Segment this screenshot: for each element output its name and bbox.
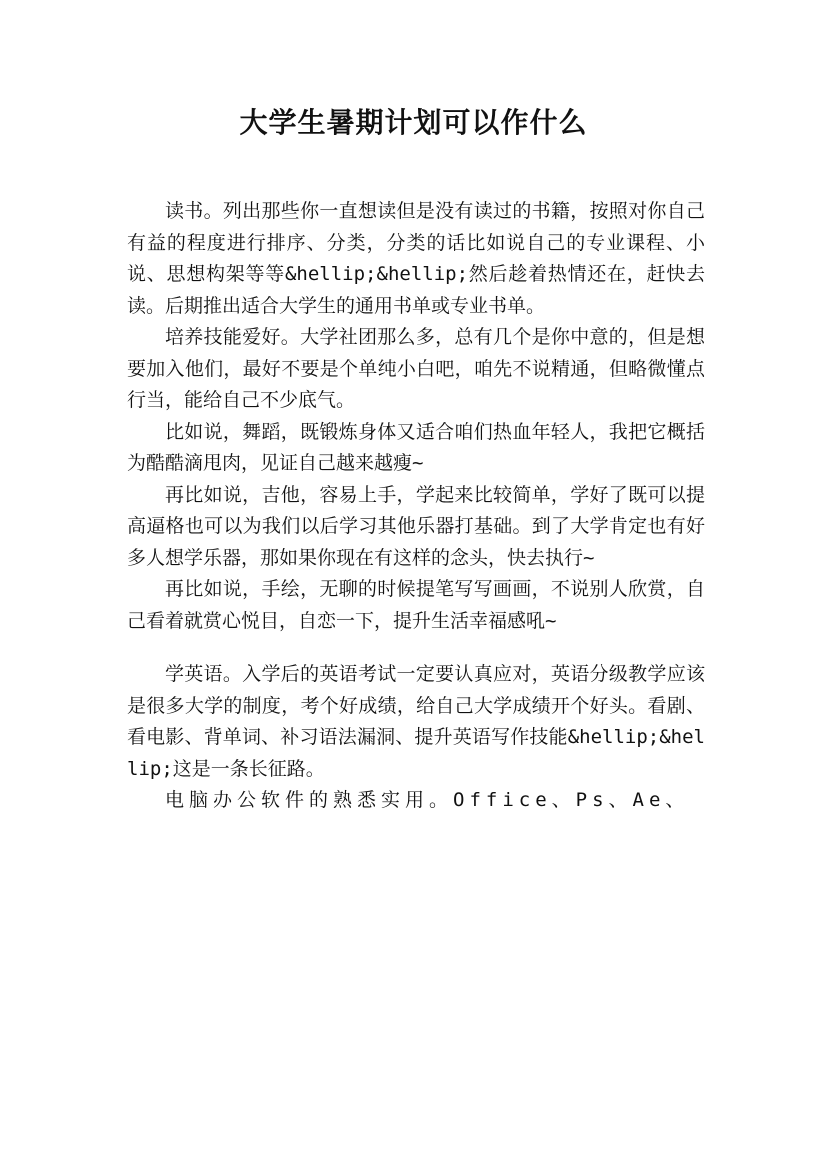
document-body <box>127 196 705 817</box>
paragraph-office-software: 电脑办公软件的熟悉实用。Office、Ps、Ae、 <box>165 789 690 811</box>
paragraph-drawing: 再比如说，手绘，无聊的时候提笔写写画画，不说别人欣赏，自己看着就赏心悦目，自恋一下，提升生活幸福感吼~ <box>127 578 705 632</box>
paragraph-reading: 读书。列出那些你一直想读但是没有读过的书籍，按照对你自己有益的程度进行排序、分类，分类的话比如说自己的专业课程、小说、思想构架等等&hellip;&hellip;然后趁着热情还在，赶快去读。后期推出适合大学生的通用书单或专业书单。 <box>127 200 705 317</box>
paragraph-gap <box>127 637 705 659</box>
paragraph-dance: 比如说，舞蹈，既锻炼身体又适合咱们热血年轻人，我把它概括为酷酷滴甩肉，见证自己越来越瘦~ <box>127 420 705 474</box>
document-title: 大学生暑期计划可以作什么 <box>239 106 588 139</box>
paragraph-english: 学英语。入学后的英语考试一定要认真应对，英语分级教学应该是很多大学的制度，考个好成绩，给自己大学成绩开个好头。看剧、看电影、背单词、补习语法漏洞、提升英语写作技能&hellip;&hellip;这是一条长征路。 <box>127 663 705 780</box>
paragraph-skills: 培养技能爱好。大学社团那么多，总有几个是你中意的，但是想要加入他们，最好不要是个单纯小白吧，咱先不说精通，但略微懂点行当，能给自己不少底气。 <box>127 326 705 411</box>
paragraph-guitar: 再比如说，吉他，容易上手，学起来比较简单，学好了既可以提高逼格也可以为我们以后学习其他乐器打基础。到了大学肯定也有好多人想学乐器，那如果你现在有这样的念头，快去执行~ <box>127 483 705 569</box>
